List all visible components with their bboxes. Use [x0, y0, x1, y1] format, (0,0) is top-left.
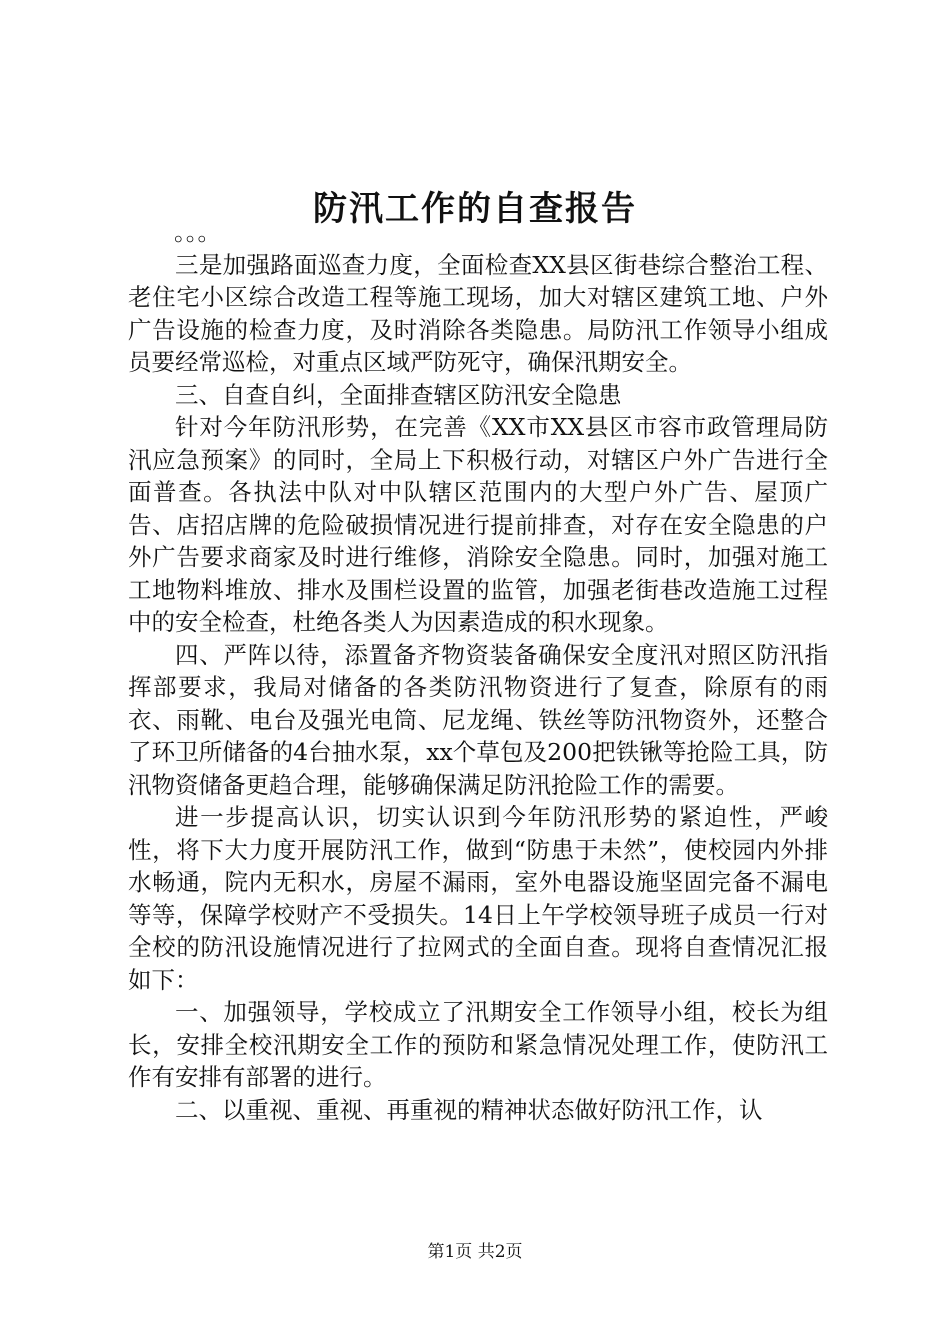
document-title: 防汛工作的自查报告: [313, 189, 637, 229]
paragraph-attention: 二、以重视、重视、再重视的精神状态做好防汛工作，认: [175, 1095, 763, 1124]
section-heading-3: 三、自查自纠，全面排查辖区防汛安全隐患: [175, 380, 622, 409]
paragraph-awareness: 进一步提高认识，切实认识到今年防汛形势的紧迫性，严峻性，将下大力度开展防汛工作，做到“防患于未然”，使校园内外排水畅通，院内无积水，房屋不漏雨，室外电器设施坚固完备不漏电等等，保障学校财产不受损失。14日上午学校领导班子成员一行对全校的防汛设施情况进行了拉网式的全面自查。现将自查情况汇报如下：: [128, 803, 828, 994]
paragraph-survey: 针对今年防汛形势，在完善《XX市XX县区市容市政管理局防汛应急预案》的同时，全局上下积极行动，对辖区户外广告进行全面普查。各执法中队对中队辖区范围内的大型户外广告、屋顶广告、店招店牌的危险破损情况进行提前排查，对存在安全隐患的户外广告要求商家及时进行维修，消除安全隐患。同时，加强对施工工地物料堆放、排水及围栏设置的监管，加强老街巷改造施工过程中的安全检查，杜绝各类人为因素造成的积水现象。: [128, 413, 828, 636]
section-heading-4: 四、严阵以待，添置备齐物资装备确保安全度汛对照区防汛指挥部要求，我局对储备的各类防汛物资进行了复查，除原有的雨衣、雨靴、电台及强光电筒、尼龙绳、铁丝等防汛物资外，还整合了环卫所储备的4台抽水泵，xx个草包及200把铁锹等抢险工具，防汛物资储备更趋合理，能够确保满足防汛抢险工作的需要。: [128, 640, 828, 799]
paragraph-inspection: 三是加强路面巡查力度，全面检查XX县区街巷综合整治工程、老住宅小区综合改造工程等施工现场，加大对辖区建筑工地、户外广告设施的检查力度，及时消除各类隐患。局防汛工作领导小组成员要经常巡检，对重点区域严防死守，确保汛期安全。: [128, 250, 828, 376]
page-footer: 第1页 共2页: [427, 1242, 523, 1262]
ellipsis-paragraph: 。。。: [174, 218, 221, 246]
paragraph-leadership: 一、加强领导，学校成立了汛期安全工作领导小组，校长为组长，安排全校汛期安全工作的预防和紧急情况处理工作，使防汛工作有安排有部署的进行。: [128, 998, 828, 1091]
document-body: [128, 216, 828, 1126]
